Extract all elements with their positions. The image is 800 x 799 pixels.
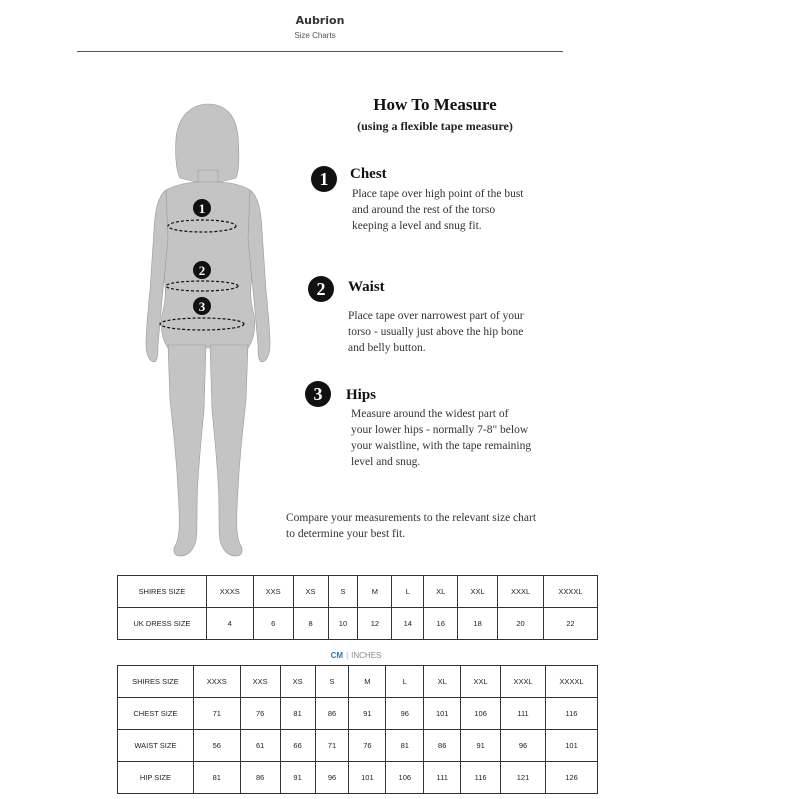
table-cell: 111: [501, 698, 546, 730]
table-cell: 81: [280, 698, 315, 730]
step-3-badge: 3: [305, 381, 331, 407]
table-cell: XS: [280, 666, 315, 698]
table-cell: 76: [349, 730, 386, 762]
table-cell: 96: [386, 698, 424, 730]
table-cell: 91: [461, 730, 501, 762]
step-3-description: [351, 406, 551, 470]
marker-2-label: 2: [198, 263, 206, 278]
table-cell: XXL: [461, 666, 501, 698]
unit-cm-option[interactable]: CM: [330, 651, 344, 660]
table-cell: XXS: [253, 576, 293, 608]
table-cell: 61: [240, 730, 280, 762]
table-cell: L: [386, 666, 424, 698]
compare-line: to determine your best fit.: [286, 528, 406, 540]
step-1-title: Chest: [350, 166, 387, 182]
table-cell: XXXS: [206, 576, 253, 608]
table-cell: 101: [424, 698, 461, 730]
marker-3-label: 3: [198, 299, 206, 314]
step-2-line: Place tape over narrowest part of your: [348, 310, 524, 322]
table-cell: 91: [349, 698, 386, 730]
unit-separator: |: [346, 651, 349, 660]
row-header-cell: CHEST SIZE: [118, 698, 194, 730]
table-cell: 71: [193, 698, 240, 730]
row-header-cell: SHIRES SIZE: [118, 576, 207, 608]
row-header-cell: SHIRES SIZE: [118, 666, 194, 698]
table-cell: 18: [458, 608, 498, 640]
table-cell: 116: [461, 762, 501, 794]
unit-inches-option[interactable]: INCHES: [351, 651, 382, 660]
body-silhouette: [138, 100, 273, 562]
table-cell: 12: [358, 608, 392, 640]
step-3-line: your waistline, with the tape remaining: [351, 440, 532, 452]
table-cell: 76: [240, 698, 280, 730]
table-cell: XXS: [240, 666, 280, 698]
step-2-line: and belly button.: [348, 342, 426, 354]
table-cell: 96: [501, 730, 546, 762]
table-cell: 4: [206, 608, 253, 640]
table-cell: XXL: [458, 576, 498, 608]
table-cell: M: [349, 666, 386, 698]
marker-1-label: 1: [198, 201, 206, 216]
step-1-description: [352, 186, 552, 234]
table-cell: 14: [392, 608, 424, 640]
step-3-line: your lower hips - normally 7-8" below: [351, 424, 529, 436]
row-header-cell: UK DRESS SIZE: [118, 608, 207, 640]
table-row: [118, 730, 598, 762]
table-row: [118, 608, 598, 640]
table-cell: 6: [253, 608, 293, 640]
table-row: [118, 666, 598, 698]
table-cell: M: [358, 576, 392, 608]
brand-name: Aubrion: [295, 14, 345, 27]
table-cell: 71: [315, 730, 349, 762]
table-cell: S: [315, 666, 349, 698]
row-header-cell: HIP SIZE: [118, 762, 194, 794]
step-2-description: [348, 308, 548, 356]
table-cell: XXXXL: [544, 576, 598, 608]
header-divider: [77, 51, 563, 52]
table-cell: 96: [315, 762, 349, 794]
step-1-line: and around the rest of the torso: [352, 204, 496, 216]
table-cell: 116: [545, 698, 597, 730]
step-3-title: Hips: [346, 387, 377, 403]
table-cell: 8: [293, 608, 328, 640]
compare-instructions: [286, 510, 556, 542]
table-cell: 16: [424, 608, 458, 640]
table-cell: XL: [424, 666, 461, 698]
step-1-line: Place tape over high point of the bust: [352, 188, 524, 200]
table-cell: 81: [193, 762, 240, 794]
step-1-line: keeping a level and snug fit.: [352, 220, 482, 232]
how-to-measure-title: How To Measure: [373, 95, 497, 114]
step-2-badge: 2: [308, 276, 334, 302]
table-cell: 91: [280, 762, 315, 794]
compare-line: Compare your measurements to the relevant size chart: [286, 512, 537, 524]
table-cell: 101: [349, 762, 386, 794]
table-cell: XXXL: [501, 666, 546, 698]
row-header-cell: WAIST SIZE: [118, 730, 194, 762]
unit-toggle: [300, 651, 412, 660]
table-cell: 10: [328, 608, 358, 640]
measurements-table: [117, 665, 598, 794]
table-cell: 106: [386, 762, 424, 794]
table-cell: XXXL: [498, 576, 544, 608]
table-cell: XS: [293, 576, 328, 608]
table-cell: 86: [315, 698, 349, 730]
table-cell: 111: [424, 762, 461, 794]
table-cell: 121: [501, 762, 546, 794]
table-cell: 66: [280, 730, 315, 762]
step-1-badge: 1: [311, 166, 337, 192]
table-cell: XL: [424, 576, 458, 608]
page-subtitle: Size Charts: [294, 31, 336, 40]
table-cell: 106: [461, 698, 501, 730]
step-2-line: torso - usually just above the hip bone: [348, 326, 524, 338]
step-3-line: level and snug.: [351, 456, 421, 468]
table-cell: XXXXL: [545, 666, 597, 698]
table-row: [118, 576, 598, 608]
table-cell: 56: [193, 730, 240, 762]
step-2-title: Waist: [348, 279, 385, 295]
step-3-line: Measure around the widest part of: [351, 408, 509, 420]
table-cell: 86: [424, 730, 461, 762]
table-row: [118, 698, 598, 730]
table-cell: L: [392, 576, 424, 608]
table-row: [118, 762, 598, 794]
table-cell: 126: [545, 762, 597, 794]
table-cell: 20: [498, 608, 544, 640]
table-cell: 86: [240, 762, 280, 794]
table-cell: S: [328, 576, 358, 608]
table-cell: 22: [544, 608, 598, 640]
table-cell: 101: [545, 730, 597, 762]
uk-dress-size-table: [117, 575, 598, 640]
table-cell: 81: [386, 730, 424, 762]
table-cell: XXXS: [193, 666, 240, 698]
how-to-measure-subtitle: (using a flexible tape measure): [357, 119, 513, 133]
